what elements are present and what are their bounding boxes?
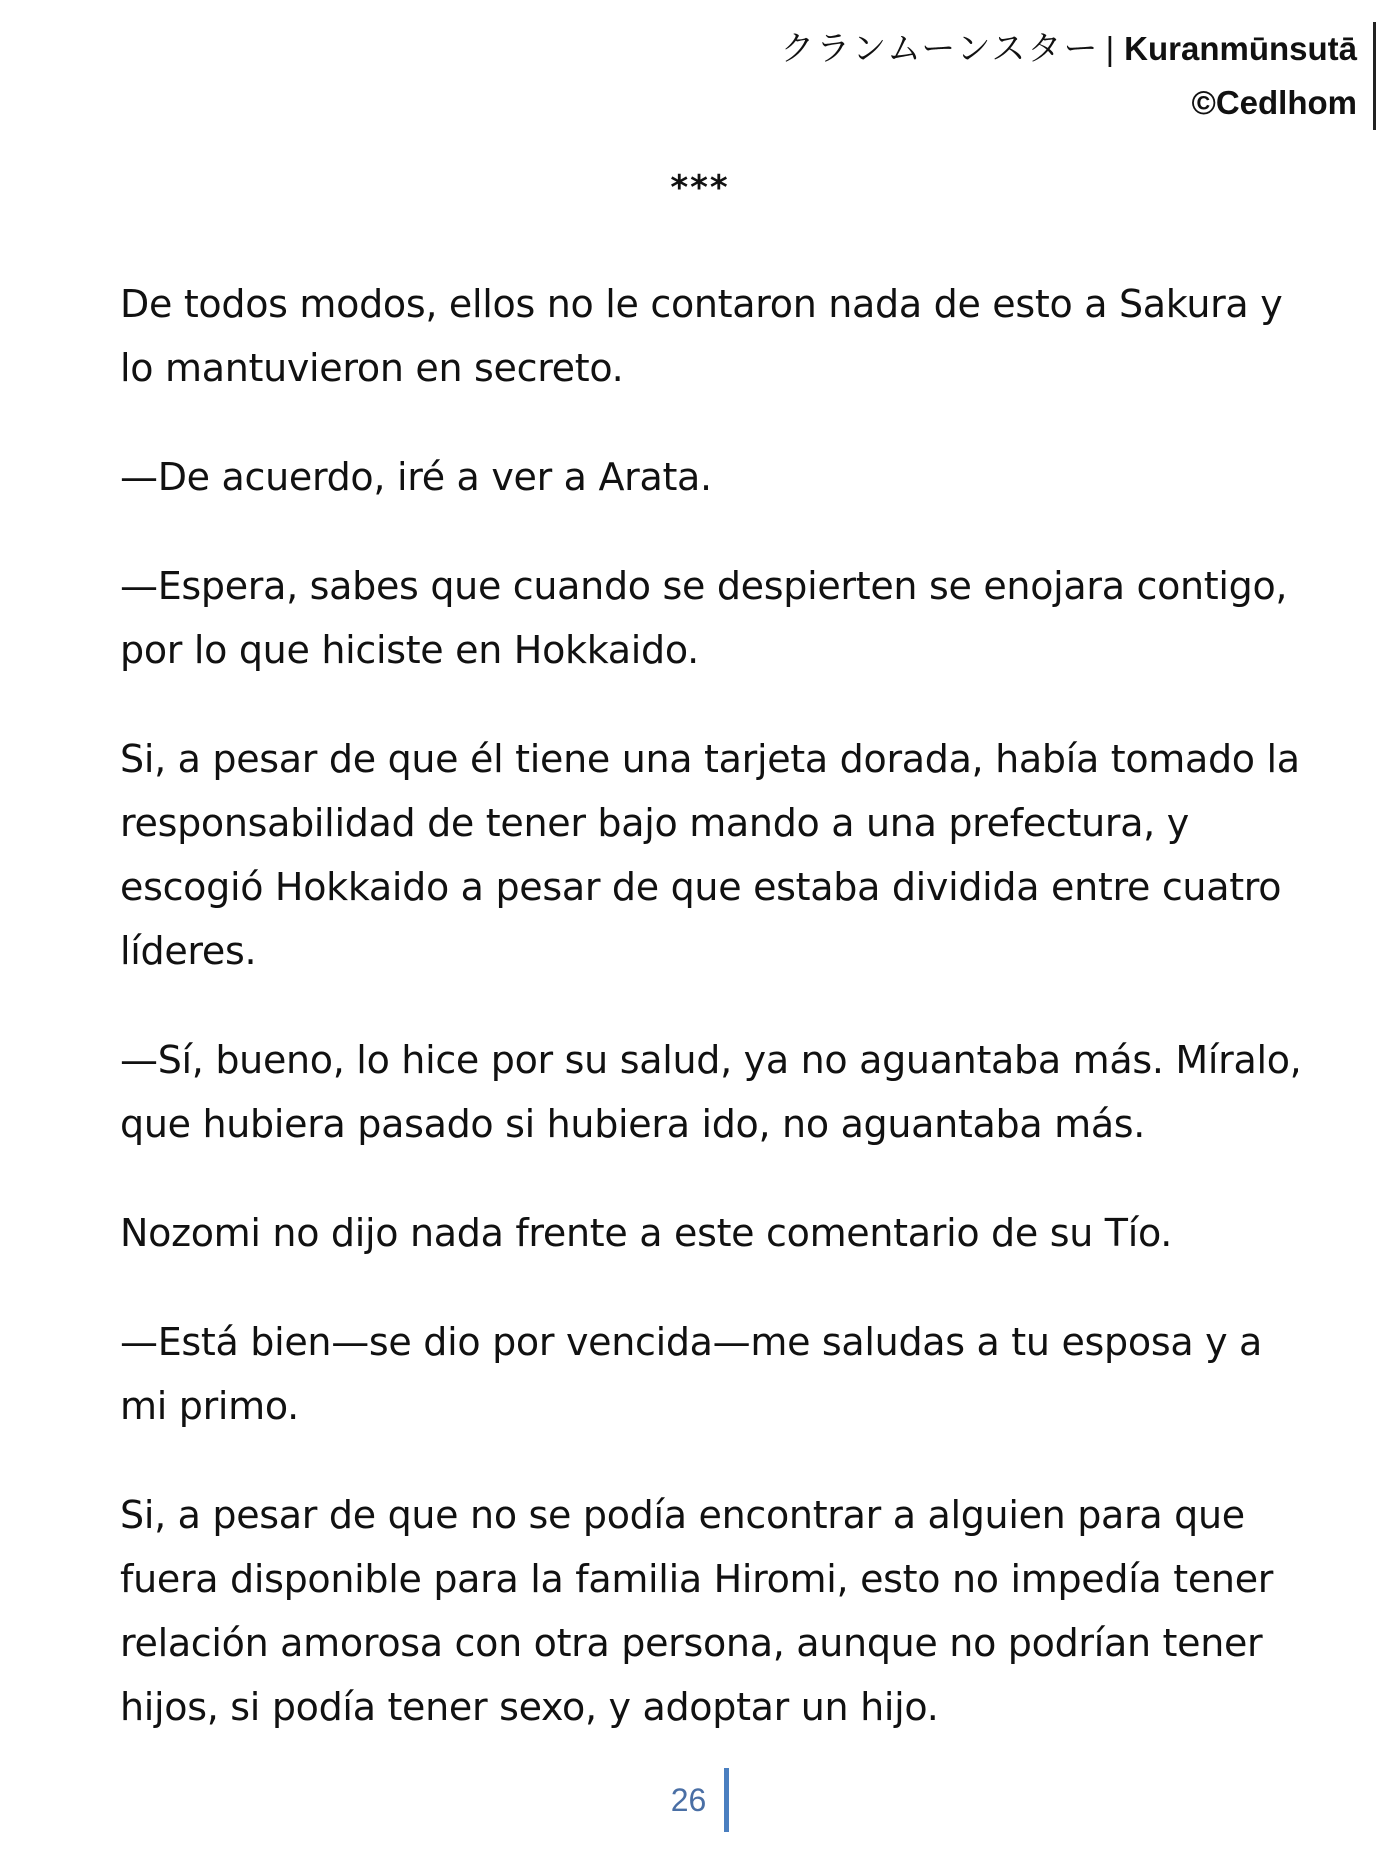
body-text (120, 272, 1310, 1784)
paragraph: —Espera, sabes que cuando se despierten se enojara contigo, por lo que hiciste en Hokkaido. (120, 564, 1288, 672)
header-romanized-title: Kuranmūnsutā (1124, 30, 1357, 67)
page-footer (0, 1768, 1400, 1832)
header-title-line (780, 22, 1357, 76)
paragraph: —De acuerdo, iré a ver a Arata. (120, 455, 712, 499)
header-japanese-title: クランムーンスター (780, 29, 1100, 69)
paragraph: Si, a pesar de que no se podía encontrar a alguien para que fuera disponible para la familia Hiromi, esto no impedía tener relación amorosa con otra persona, aunque no podrían tener hijos, si podía tener sexo, y adoptar un hijo. (120, 1493, 1274, 1729)
running-header (780, 22, 1376, 130)
footer-divider (724, 1768, 729, 1832)
paragraph: De todos modos, ellos no le contaron nada de esto a Sakura y lo mantuvieron en secreto. (120, 282, 1283, 390)
scene-break: *** (670, 168, 730, 208)
page-number: 26 (670, 1781, 707, 1818)
paragraph: —Sí, bueno, lo hice por su salud, ya no aguantaba más. Míralo, que hubiera pasado si hubiera ido, no aguantaba más. (120, 1038, 1302, 1146)
paragraph: —Está bien—se dio por vencida—me saludas a tu esposa y a mi primo. (120, 1320, 1263, 1428)
paragraph: Nozomi no dijo nada frente a este comentario de su Tío. (120, 1211, 1173, 1255)
paragraph: Si, a pesar de que él tiene una tarjeta dorada, había tomado la responsabilidad de tener bajo mando a una prefectura, y escogió Hokkaido a pesar de que estaba dividida entre cuatro líderes. (120, 737, 1300, 973)
header-separator: | (1105, 30, 1115, 67)
header-copyright: ©Cedlhom (1191, 84, 1357, 121)
